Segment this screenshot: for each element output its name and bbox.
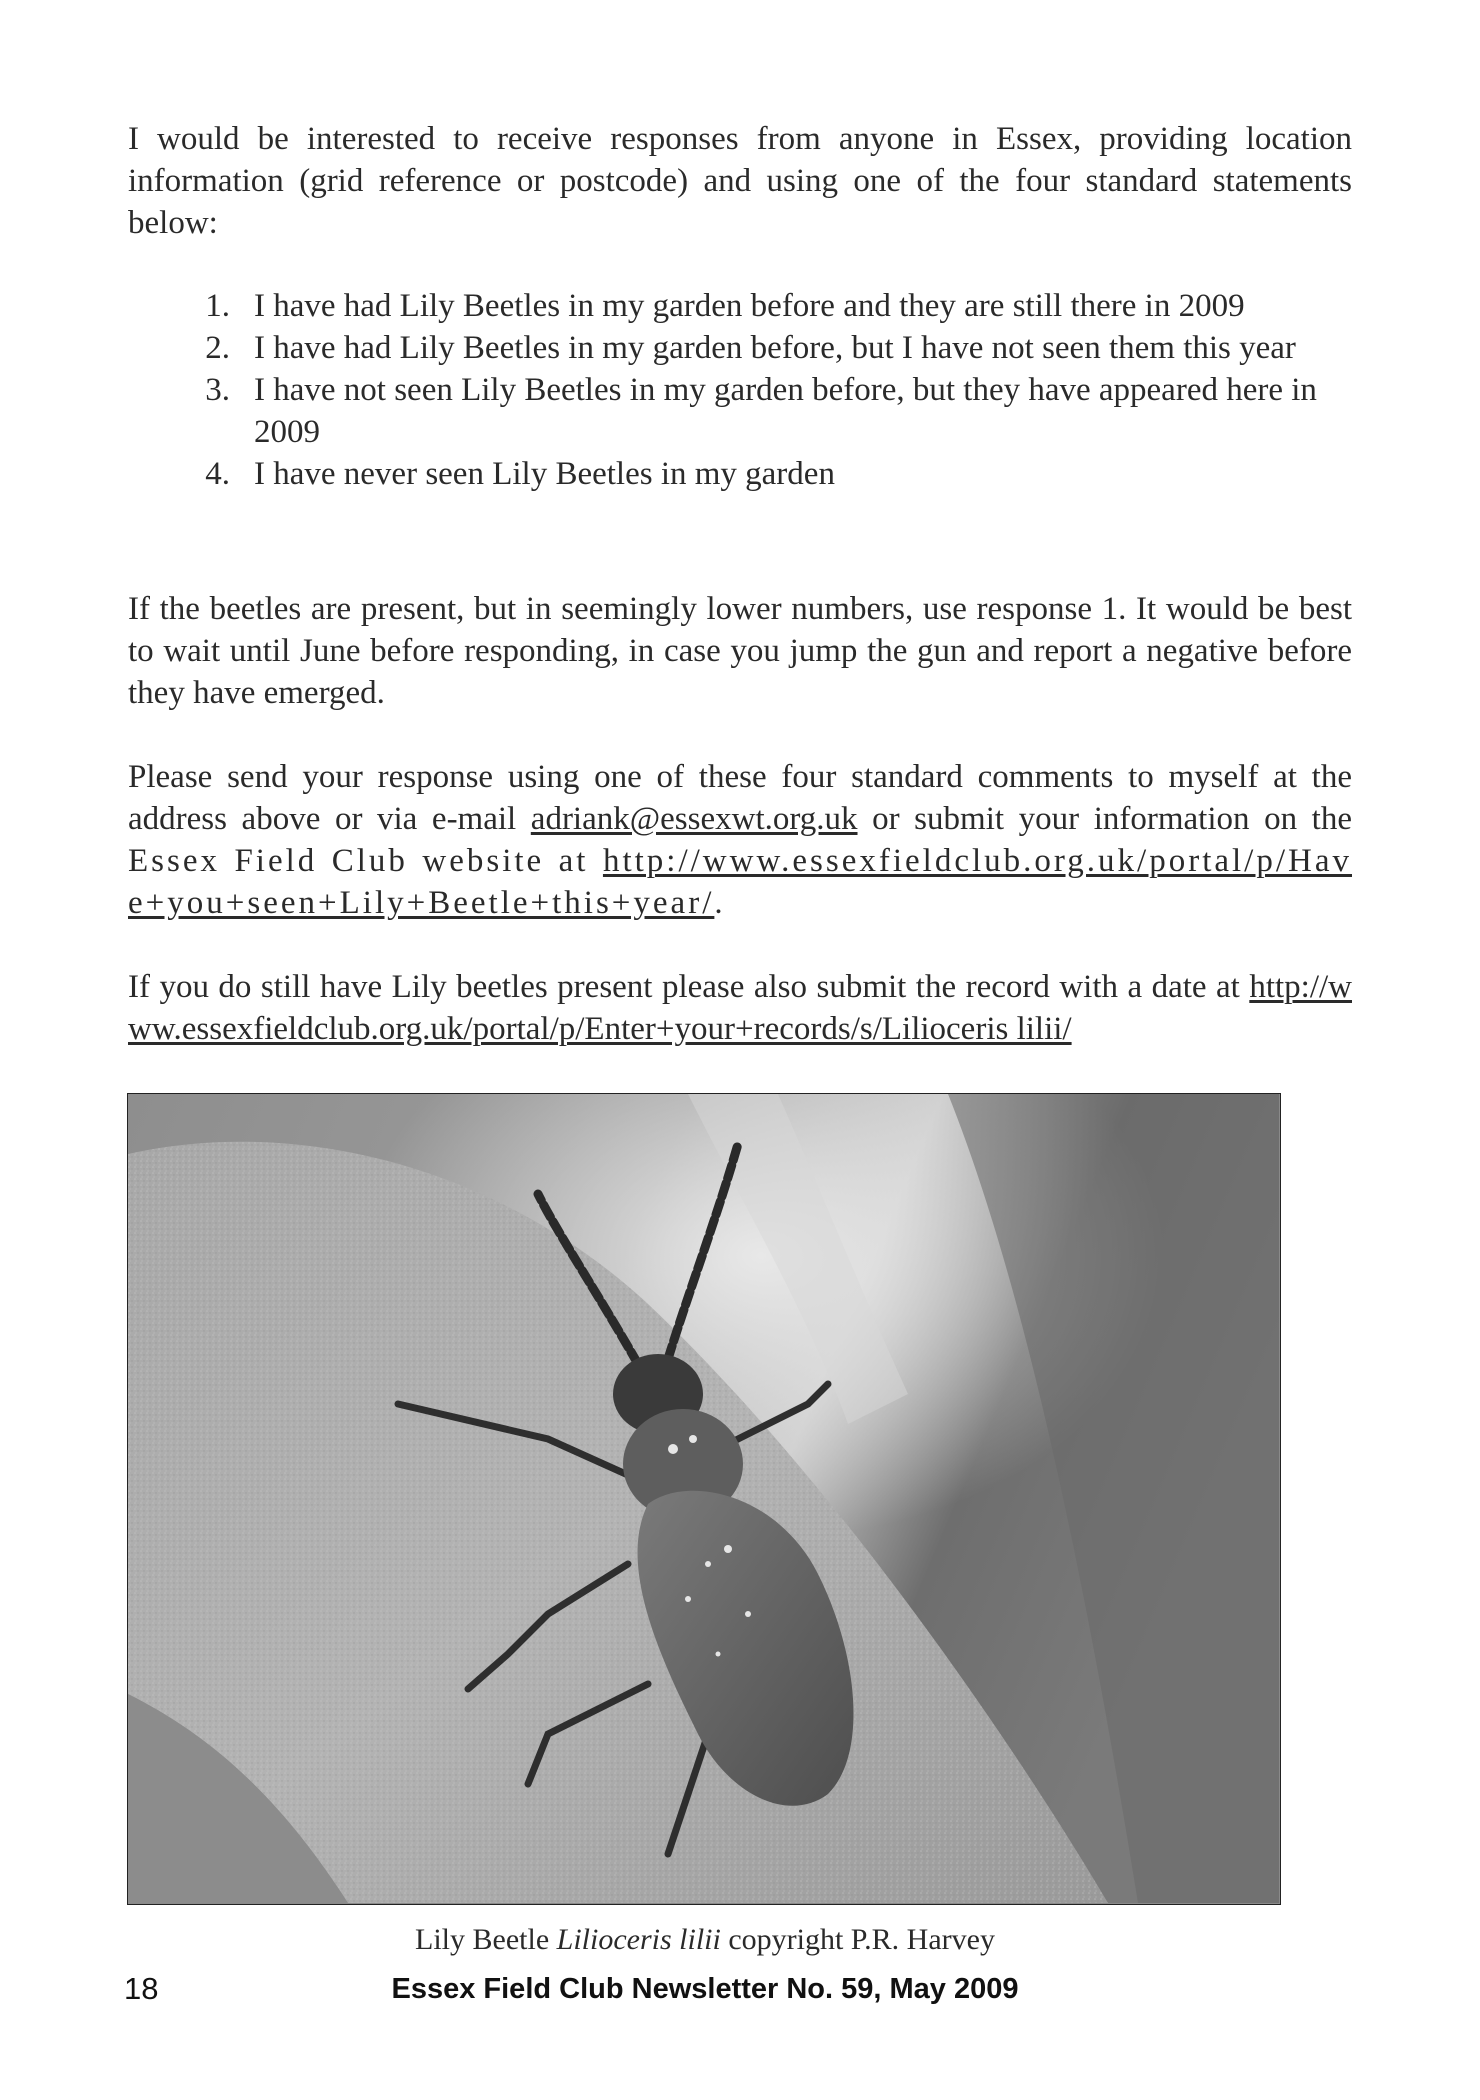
statement-text: I have never seen Lily Beetles in my garden — [254, 456, 835, 492]
statement-list — [190, 285, 1340, 495]
caption-species: Lilioceris lilii — [556, 1923, 721, 1956]
intro-text: I would be interested to receive responses from anyone in Essex, providing location information (grid reference or postcode) and using one of the four standard statements below: — [128, 121, 1352, 241]
survey-url-link[interactable]: http://www.essexfieldclub.org.uk/portal/p/Have+you+seen+Lily+Beetle+this+year/ — [128, 843, 1352, 921]
advice-text: If the beetles are present, but in seemingly lower numbers, use response 1. It would be best to wait until June before responding, in case you jump the gun and report a negative before they have emerged. — [128, 591, 1352, 711]
statement-item — [190, 327, 1340, 369]
record-text — [128, 966, 1352, 1050]
statement-number: 4. — [205, 456, 230, 492]
statement-item — [190, 453, 1340, 495]
caption-suffix: copyright P.R. Harvey — [720, 1923, 995, 1956]
lily-beetle-photo — [127, 1093, 1281, 1905]
record-url-link[interactable]: http://www.essexfieldclub.org.uk/portal/p/Enter+your+records/s/Lilioceris lilii/ — [128, 969, 1352, 1047]
statement-text: I have had Lily Beetles in my garden before and they are still there in 2009 — [254, 288, 1245, 324]
statement-text: I have not seen Lily Beetles in my garden before, but they have appeared here in 2009 — [254, 372, 1317, 450]
photo-caption — [128, 1921, 1282, 1959]
send-text — [128, 756, 1352, 924]
beetle-image — [128, 1094, 1279, 1903]
email-link[interactable]: adriank@essexwt.org.uk — [530, 801, 858, 837]
caption-prefix: Lily Beetle — [415, 1923, 557, 1956]
website-label: Essex Field Club website at — [128, 843, 603, 879]
record-paragraph — [128, 966, 1352, 1050]
statement-text: I have had Lily Beetles in my garden before, but I have not seen them this year — [254, 330, 1296, 366]
send-paragraph — [128, 756, 1352, 924]
statement-item — [190, 285, 1340, 327]
send-text-end: . — [714, 885, 723, 921]
statement-number: 3. — [205, 372, 230, 408]
statement-number: 2. — [205, 330, 230, 366]
footer-title: Essex Field Club Newsletter No. 59, May 2009 — [391, 1973, 1019, 2005]
statement-item — [190, 369, 1340, 453]
statement-number: 1. — [205, 288, 230, 324]
advice-paragraph — [128, 588, 1352, 714]
intro-paragraph — [128, 118, 1352, 244]
record-text-body: If you do still have Lily beetles present please also submit the record with a date at — [128, 969, 1250, 1005]
send-text-part1: Please send your response using one of these four standard comments to myself at the address above or via e-mail — [128, 759, 1352, 837]
send-text-part2: or submit your information on the — [857, 801, 1352, 837]
page-number: 18 — [124, 1971, 159, 2006]
